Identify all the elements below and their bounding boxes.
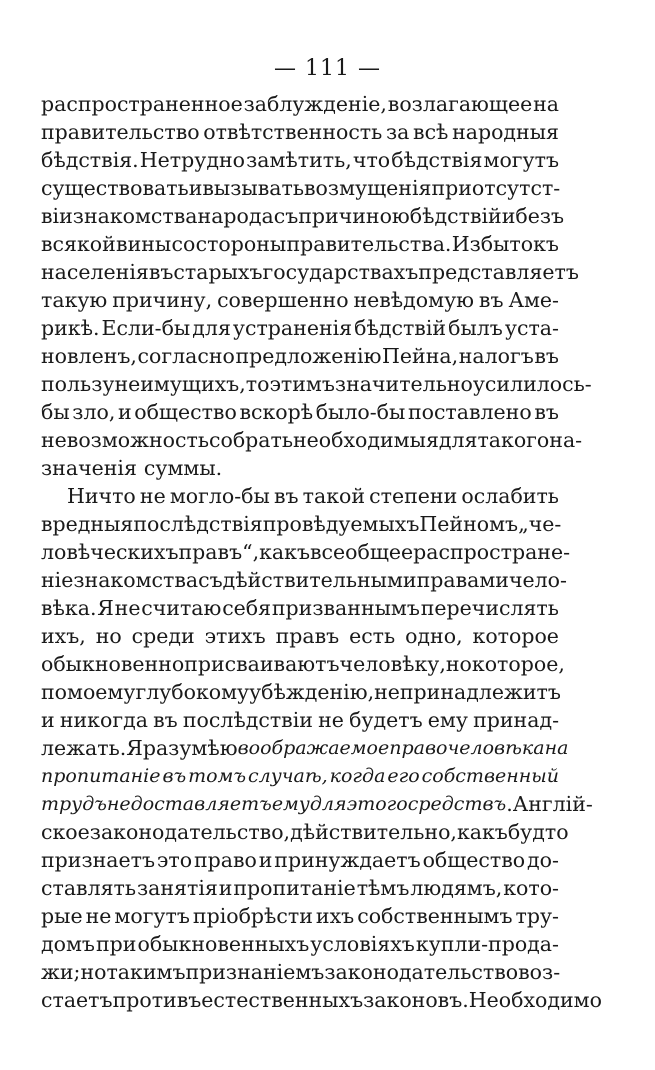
word: тру-	[515, 904, 559, 928]
word: усилилось-	[472, 372, 592, 396]
word: новленъ,	[41, 344, 137, 368]
word: ихъ,	[41, 624, 86, 648]
word: „че-	[518, 512, 562, 536]
word: никогда	[59, 708, 148, 732]
word: всякой	[41, 232, 116, 256]
text-line	[41, 538, 571, 566]
word: глубокому	[135, 680, 250, 704]
text-line	[41, 930, 559, 958]
word: присваиваютъ	[184, 652, 340, 676]
word: бѣдствій	[354, 316, 447, 340]
word: віи	[41, 204, 73, 228]
text-line	[41, 398, 559, 426]
word: разумѣю	[142, 736, 238, 760]
word: законодательство,	[89, 820, 291, 844]
word: совершенно	[217, 288, 349, 312]
word: пріобрѣсти	[192, 904, 313, 928]
word: принадлежитъ	[399, 680, 561, 704]
word: значенія	[41, 456, 137, 480]
word: но	[95, 624, 122, 648]
word: но	[80, 960, 107, 984]
word: такую	[41, 288, 108, 312]
word: признаетъ	[41, 848, 156, 872]
word: распространенное	[41, 92, 243, 116]
word: этимъ	[269, 372, 335, 396]
word: правъ“,	[178, 540, 260, 564]
text-line	[41, 426, 583, 454]
word: пропитаніе	[233, 876, 356, 900]
word: могутъ	[483, 148, 559, 172]
text-line	[41, 174, 559, 202]
word: при	[96, 932, 137, 956]
word: государствахъ	[262, 260, 419, 284]
text-line	[41, 734, 569, 762]
word: рикѣ.	[41, 316, 100, 340]
word: бѣдствія.	[41, 148, 139, 172]
word: Я	[126, 736, 143, 760]
word: такимъ	[106, 960, 186, 984]
word: но	[445, 652, 472, 676]
word: его	[387, 765, 420, 787]
word: людямъ,	[410, 876, 503, 900]
word: для	[438, 428, 478, 452]
word: это	[156, 848, 193, 872]
word: право	[389, 737, 448, 759]
word: необходимыя	[293, 428, 439, 452]
word: правами	[416, 568, 509, 592]
word: причину,	[112, 288, 213, 312]
word: пропитаніе	[41, 765, 161, 787]
text-line	[41, 258, 579, 286]
text-line	[41, 566, 567, 594]
word: возмущенія	[304, 176, 432, 200]
text-line	[41, 650, 565, 678]
word: правъ	[275, 624, 340, 648]
word: по	[41, 680, 68, 704]
word: томъ	[188, 765, 247, 787]
word: дѣйствительными	[222, 568, 417, 592]
word: и	[501, 204, 516, 228]
word: будетъ	[349, 708, 423, 732]
word: въ	[534, 344, 559, 368]
word: при	[431, 176, 472, 200]
word: этихъ	[204, 624, 266, 648]
word: Избытокъ	[451, 232, 559, 256]
text-line	[41, 902, 559, 930]
word: вины	[116, 232, 172, 256]
word: кото-	[503, 876, 559, 900]
word: возлагающее	[387, 92, 533, 116]
text-line	[41, 986, 602, 1014]
word: считаю	[141, 596, 222, 620]
word: для	[309, 793, 347, 815]
word: не	[139, 484, 166, 508]
word: чело-	[508, 568, 567, 592]
word: вредныя	[41, 512, 134, 536]
word: Аме-	[508, 288, 559, 312]
word: лежать.	[41, 736, 127, 760]
word: средствъ	[407, 793, 507, 815]
word: въ	[273, 484, 299, 508]
word: неимущихъ,	[114, 372, 246, 396]
word: устраненія	[232, 316, 353, 340]
word: принад-	[473, 708, 559, 732]
paragraph-2	[41, 482, 602, 1014]
word: народа	[197, 204, 274, 228]
word: замѣтить,	[246, 148, 352, 172]
word: на	[544, 737, 569, 759]
word: до-	[527, 848, 559, 872]
word: бѣдствія	[391, 148, 483, 172]
word: тѣмъ	[356, 876, 410, 900]
word: зло,	[72, 400, 116, 424]
word: не	[85, 904, 112, 928]
word: правительства.	[286, 232, 452, 256]
word: собственный	[421, 765, 559, 787]
word: и	[41, 708, 55, 732]
word: знакомства	[72, 204, 198, 228]
word: былъ	[448, 316, 503, 340]
word: значительно	[334, 372, 473, 396]
word: обыкновенныхъ	[137, 932, 310, 956]
word: воз-	[518, 960, 561, 984]
word: законовъ.	[363, 988, 469, 1012]
word: отвѣтственность	[203, 120, 383, 144]
word: за	[385, 120, 410, 144]
word: на-	[549, 428, 583, 452]
text-line	[41, 118, 559, 146]
word: могутъ	[114, 904, 190, 928]
word: рые	[41, 904, 83, 928]
word: представляетъ	[418, 260, 579, 284]
word: заблужденіе,	[243, 92, 387, 116]
word: народныя	[452, 120, 559, 144]
word: себя	[222, 596, 272, 620]
word: пользу	[41, 372, 115, 396]
text-line	[41, 790, 593, 818]
word: законодательство	[324, 960, 519, 984]
word: Если-бы	[101, 316, 191, 340]
word: для	[192, 316, 231, 340]
word: человѣку,	[339, 652, 446, 676]
word: какъ	[456, 820, 508, 844]
text-line	[41, 454, 559, 482]
page-number: — 111 —	[274, 56, 381, 81]
word: распростране-	[413, 540, 571, 564]
word: предложенію	[235, 344, 382, 368]
word: налогъ	[458, 344, 534, 368]
word: согласно	[137, 344, 235, 368]
text-line	[41, 146, 559, 174]
word: противъ	[112, 988, 202, 1012]
word: суммы.	[143, 456, 223, 480]
word: такого	[477, 428, 550, 452]
word: ставлять	[41, 876, 137, 900]
word: поставлено	[407, 400, 532, 424]
word: то	[245, 372, 270, 396]
word: бѣдствій	[409, 204, 502, 228]
word: которое	[472, 624, 559, 648]
word: естественныхъ	[201, 988, 364, 1012]
word: убѣжденію,	[249, 680, 375, 704]
word: причиною	[298, 204, 410, 228]
word: ское	[41, 820, 90, 844]
word: въ	[478, 288, 504, 312]
word: собрать	[209, 428, 294, 452]
word: какъ	[259, 540, 310, 564]
word: и	[258, 848, 273, 872]
word: не	[114, 596, 141, 620]
text-line	[41, 846, 559, 874]
word: право	[193, 848, 257, 872]
paragraph-1	[41, 90, 592, 482]
word: человѣка	[447, 737, 545, 759]
word: бы	[41, 400, 70, 424]
word: въ	[148, 260, 174, 284]
word: вызывать	[202, 176, 305, 200]
word: Я	[97, 596, 114, 620]
word: Англій-	[512, 792, 593, 816]
text-line	[41, 874, 559, 902]
word: среди	[131, 624, 195, 648]
word: всеобщее	[310, 540, 414, 564]
text-line	[41, 958, 559, 986]
word: безъ	[515, 204, 565, 228]
word: занятія	[136, 876, 218, 900]
word: послѣдствіи	[182, 708, 313, 732]
word: жи;	[41, 960, 81, 984]
word: Пейна,	[382, 344, 459, 368]
text-line	[41, 706, 559, 734]
word: условіяхъ	[310, 932, 415, 956]
word: одно,	[405, 624, 463, 648]
word: вѣка.	[41, 596, 97, 620]
word: ихъ	[315, 904, 355, 928]
word: могло-бы	[169, 484, 270, 508]
word: обыкновенно	[41, 652, 185, 676]
word: ніе	[41, 568, 74, 592]
word: стороны	[195, 232, 287, 256]
word: которое,	[471, 652, 565, 676]
word: невѣдомую	[353, 288, 474, 312]
text-line	[41, 286, 559, 314]
word: степени	[369, 484, 458, 508]
word: Необходимо	[468, 988, 602, 1012]
text-line	[41, 622, 559, 650]
text-line	[41, 510, 562, 538]
word: ему	[271, 793, 310, 815]
word: со	[171, 232, 196, 256]
word: населенія	[41, 260, 149, 284]
text-line	[41, 370, 592, 398]
text-line	[41, 762, 559, 790]
word: есть	[349, 624, 396, 648]
word: Нетрудно	[139, 148, 245, 172]
text-line	[41, 594, 559, 622]
word: съ	[198, 568, 223, 592]
word: собственнымъ	[357, 904, 513, 928]
word: домъ	[41, 932, 95, 956]
word: признаніемъ	[185, 960, 325, 984]
word: старыхъ	[173, 260, 263, 284]
word: ему	[427, 708, 468, 732]
word: ослабить	[461, 484, 559, 508]
word: правительство	[41, 120, 200, 144]
text-line	[41, 482, 559, 510]
word: случаѣ,	[247, 765, 328, 787]
word: перечислять	[420, 596, 559, 620]
text-line	[41, 314, 559, 342]
word: въ	[534, 400, 559, 424]
word: моему	[67, 680, 136, 704]
word: что	[352, 148, 391, 172]
word: отсутст-	[471, 176, 561, 200]
word: ловѣческихъ	[41, 540, 179, 564]
text-line	[41, 678, 559, 706]
word: будто	[507, 820, 569, 844]
word: и	[117, 400, 132, 424]
text-line	[41, 818, 569, 846]
word: уста-	[504, 316, 559, 340]
word: всѣ	[413, 120, 449, 144]
text-line	[41, 342, 559, 370]
word: вскорѣ	[239, 400, 314, 424]
word: этого	[346, 793, 408, 815]
word: стаетъ	[41, 988, 113, 1012]
word: доставляетъ	[130, 793, 272, 815]
text-line	[41, 90, 559, 118]
word: и	[188, 176, 203, 200]
word: не	[318, 708, 344, 732]
word: Пейномъ	[419, 512, 519, 536]
word: на	[533, 92, 559, 116]
word: общество	[134, 400, 237, 424]
word: общество	[422, 848, 526, 872]
word: существовать	[41, 176, 189, 200]
word: послѣдствія	[133, 512, 263, 536]
word: не	[374, 680, 400, 704]
word: знакомства	[73, 568, 199, 592]
word: такой	[302, 484, 366, 508]
word: призваннымъ	[271, 596, 420, 620]
word: воображаемое	[237, 737, 390, 759]
word: и	[218, 876, 233, 900]
word: въ	[162, 765, 187, 787]
text-line	[41, 202, 565, 230]
word: Ничто	[67, 484, 136, 508]
word: когда	[329, 765, 386, 787]
word: дѣйствительно,	[290, 820, 457, 844]
word: было-бы	[315, 400, 406, 424]
word: .	[506, 792, 513, 816]
text-line	[41, 230, 559, 258]
word: трудъ	[41, 793, 107, 815]
word: не	[106, 793, 131, 815]
word: принуждаетъ	[274, 848, 421, 872]
word: невозможность	[41, 428, 209, 452]
word: провѣдуемыхъ	[262, 512, 420, 536]
word: съ	[273, 204, 299, 228]
word: въ	[153, 708, 178, 732]
word: купли-прода-	[415, 932, 559, 956]
